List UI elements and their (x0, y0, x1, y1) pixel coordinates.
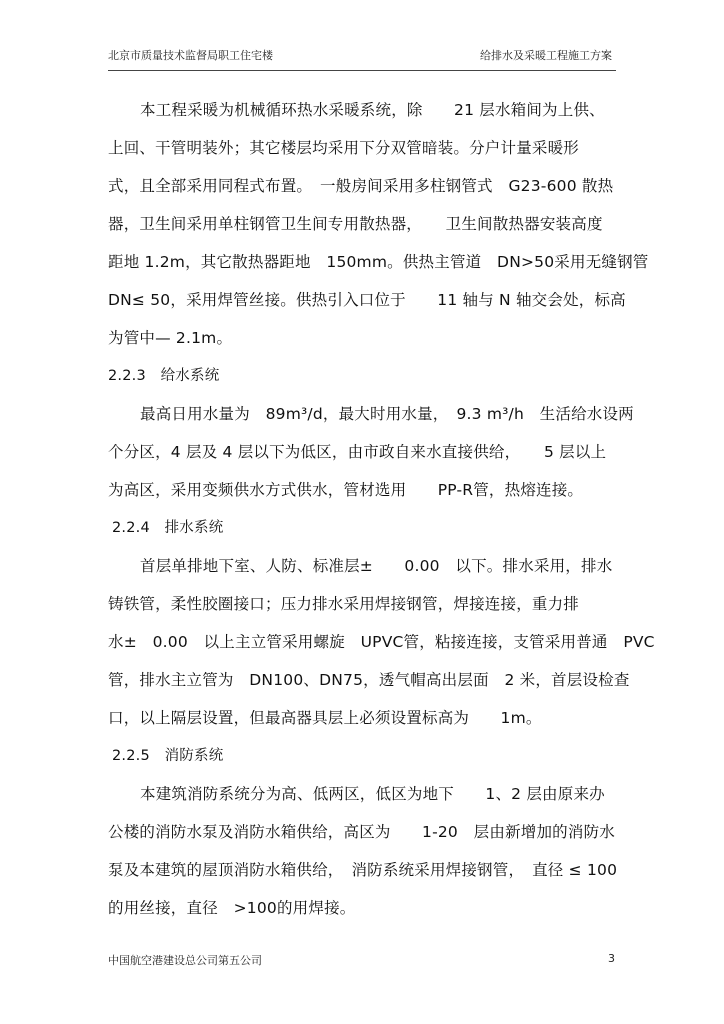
paragraph-line: 最高日用水量为 89m³/d，最大时用水量， 9.3 m³/h 生活给水设两 (140, 405, 634, 423)
paragraph-line: 管，排水主立管为 DN100、DN75，透气帽高出层面 2 米，首层设检查 (108, 671, 630, 689)
paragraph-line: 口，以上隔层设置，但最高器具层上必须设置标高为 1m。 (108, 709, 542, 727)
section-heading-fire-protection: 2.2.5 消防系统 (112, 748, 224, 764)
paragraph-line: 泵及本建筑的屋顶消防水箱供给， 消防系统采用焊接钢管， 直径 ≤ 100 (108, 861, 618, 879)
paragraph-line: 铸铁管，柔性胶圈接口；压力排水采用焊接钢管，焊接连接，重力排 (108, 595, 580, 613)
paragraph-line: 式，且全部采用同程式布置。 一般房间采用多柱钢管式 G23-600 散热 (108, 177, 614, 195)
header-left-title: 北京市质量技术监督局职工住宅楼 (108, 49, 273, 62)
paragraph-line: 本建筑消防系统分为高、低两区，低区为地下 1、2 层由原来办 (140, 785, 605, 803)
paragraph-line: 个分区，4 层及 4 层以下为低区，由市政自来水直接供给， 5 层以上 (108, 443, 607, 461)
paragraph-line: DN≤ 50，采用焊管丝接。供热引入口位于 11 轴与 N 轴交会处，标高 (108, 291, 626, 309)
paragraph-line: 本工程采暖为机械循环热水采暖系统，除 21 层水箱间为上供、 (140, 101, 605, 119)
section-heading-water-supply: 2.2.3 给水系统 (108, 368, 220, 384)
paragraph-line: 首层单排地下室、人防、标准层± 0.00 以下。排水采用，排水 (140, 557, 613, 575)
paragraph-line: 的用丝接，直径 >100的用焊接。 (108, 899, 356, 917)
paragraph-line: 器，卫生间采用单柱钢管卫生间专用散热器， 卫生间散热器安装高度 (108, 215, 603, 233)
section-heading-drainage: 2.2.4 排水系统 (112, 520, 224, 536)
page-number: 3 (608, 952, 615, 965)
paragraph-line: 上回、干管明装外；其它楼层均采用下分双管暗装。分户计量采暖形 (108, 139, 580, 157)
paragraph-line: 距地 1.2m，其它散热器距地 150mm。供热主管道 DN>50采用无缝钢管 (108, 253, 649, 271)
header-right-title: 给排水及采暖工程施工方案 (480, 49, 612, 62)
paragraph-line: 为管中— 2.1m。 (108, 329, 233, 347)
footer-company: 中国航空港建设总公司第五公司 (108, 954, 262, 967)
paragraph-line: 水± 0.00 以上主立管采用螺旋 UPVC管，粘接连接，支管采用普通 PVC (108, 633, 655, 651)
header-divider (108, 70, 616, 71)
paragraph-line: 为高区，采用变频供水方式供水，管材选用 PP-R管，热熔连接。 (108, 481, 584, 499)
paragraph-line: 公楼的消防水泵及消防水箱供给，高区为 1-20 层由新增加的消防水 (108, 823, 615, 841)
